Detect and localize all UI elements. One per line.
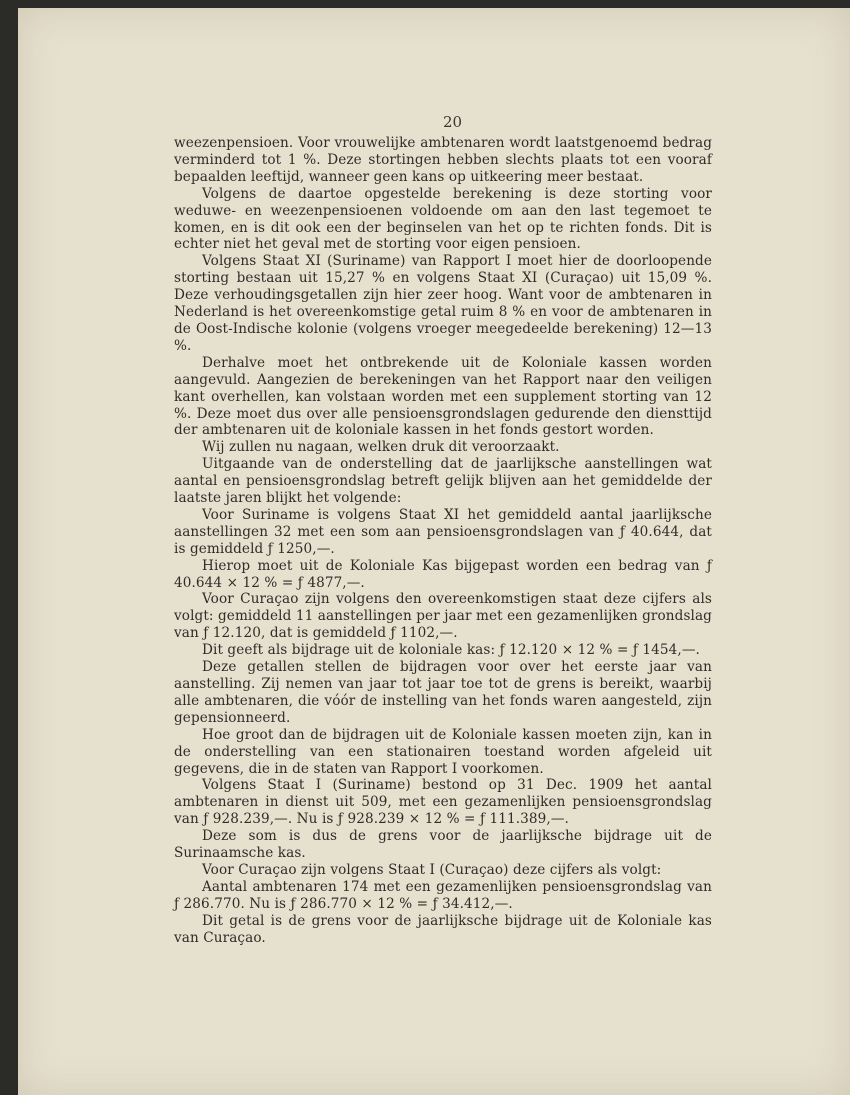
paragraph: weezenpensioen. Voor vrouwelijke ambtenaren wordt laatstgenoemd bedrag verminderd tot 1 %. Deze stortingen hebben slechts plaats tot een vooraf bepaalden leeftijd, wanneer geen kans op uitkeering meer bestaat. bbox=[174, 135, 712, 185]
paragraph: Aantal ambtenaren 174 met een gezamenlijken pensioensgrondslag van ƒ 286.770. Nu is ƒ 286.770 × 12 % = ƒ 34.412,—. bbox=[174, 878, 712, 912]
paragraph: Volgens de daartoe opgestelde berekening is deze storting voor weduwe- en weezenpensioenen voldoende om aan den last tegemoet te komen, en is dit ook een der beginselen van het op te richten fonds. Dit is echter niet het geval met de storting voor eigen pensioen. bbox=[174, 185, 712, 253]
paragraph: Hierop moet uit de Koloniale Kas bijgepast worden een bedrag van ƒ 40.644 × 12 % = ƒ 4877,—. bbox=[174, 557, 712, 591]
page-number: 20 bbox=[443, 113, 463, 131]
paragraph: Volgens Staat I (Suriname) bestond op 31 Dec. 1909 het aantal ambtenaren in dienst uit 509, met een gezamenlijken pensioensgrondslag van ƒ 928.239,—. Nu is ƒ 928.239 × 12 % = ƒ 111.389,—. bbox=[174, 777, 712, 828]
paragraph: Wij zullen nu nagaan, welken druk dit veroorzaakt. bbox=[202, 439, 560, 456]
paragraph: Voor Curaçao zijn volgens den overeenkomstigen staat deze cijfers als volgt: gemiddeld 11 aanstellingen per jaar met een gezamenlijken grondslag van ƒ 12.120, dat is gemiddeld ƒ 1102,—. bbox=[174, 591, 712, 642]
paragraph: Hoe groot dan de bijdragen uit de Koloniale kassen moeten zijn, kan in de onderstelling van een stationairen toestand worden afgeleid uit gegevens, die in de staten van Rapport I voorkomen. bbox=[174, 726, 712, 777]
paragraph: Voor Suriname is volgens Staat XI het gemiddeld aantal jaarlijksche aanstellingen 32 met een som aan pensioensgrondslagen van ƒ 40.644, dat is gemiddeld ƒ 1250,—. bbox=[174, 506, 712, 557]
paragraph: Dit getal is de grens voor de jaarlijksche bijdrage uit de Koloniale kas van Curaçao. bbox=[174, 912, 712, 946]
paragraph: Deze som is dus de grens voor de jaarlijksche bijdrage uit de Surinaamsche kas. bbox=[174, 828, 712, 862]
paragraph: Uitgaande van de onderstelling dat de jaarlijksche aanstellingen wat aantal en pensioensgrondslag betreft gelijk blijven aan het gemiddelde der laatste jaren blijkt het volgende: bbox=[174, 456, 712, 507]
paragraph: Deze getallen stellen de bijdragen voor over het eerste jaar van aanstelling. Zij nemen van jaar tot jaar toe tot de grens is bereikt, waarbij alle ambtenaren, die vóór de instelling van het fonds waren aangesteld, zijn gepensionneerd. bbox=[174, 659, 712, 726]
body-text bbox=[174, 135, 712, 947]
paragraph: Volgens Staat XI (Suriname) van Rapport I moet hier de doorloopende storting bestaan uit 15,27 % en volgens Staat XI (Curaçao) uit 15,09 %. Deze verhoudingsgetallen zijn hier zeer hoog. Want voor de ambtenaren in Nederland is het overeenkomstige getal ruim 8 % en voor de ambtenaren in de Oost-Indische kolonie (volgens vroeger meegedeelde berekening) 12—13 %. bbox=[174, 253, 712, 354]
paragraph: Derhalve moet het ontbrekende uit de Koloniale kassen worden aangevuld. Aangezien de berekeningen van het Rapport naar den veiligen kant overhellen, kan volstaan worden met een supplement storting van 12 %. Deze moet dus over alle pensioensgrondslagen gedurende den diensttijd der ambtenaren uit de koloniale kassen in het fonds gestort worden. bbox=[174, 354, 712, 439]
paragraph: Dit geeft als bijdrage uit de koloniale kas: ƒ 12.120 × 12 % = ƒ 1454,—. bbox=[202, 642, 700, 659]
paragraph: Voor Curaçao zijn volgens Staat I (Curaçao) deze cijfers als volgt: bbox=[202, 861, 662, 878]
